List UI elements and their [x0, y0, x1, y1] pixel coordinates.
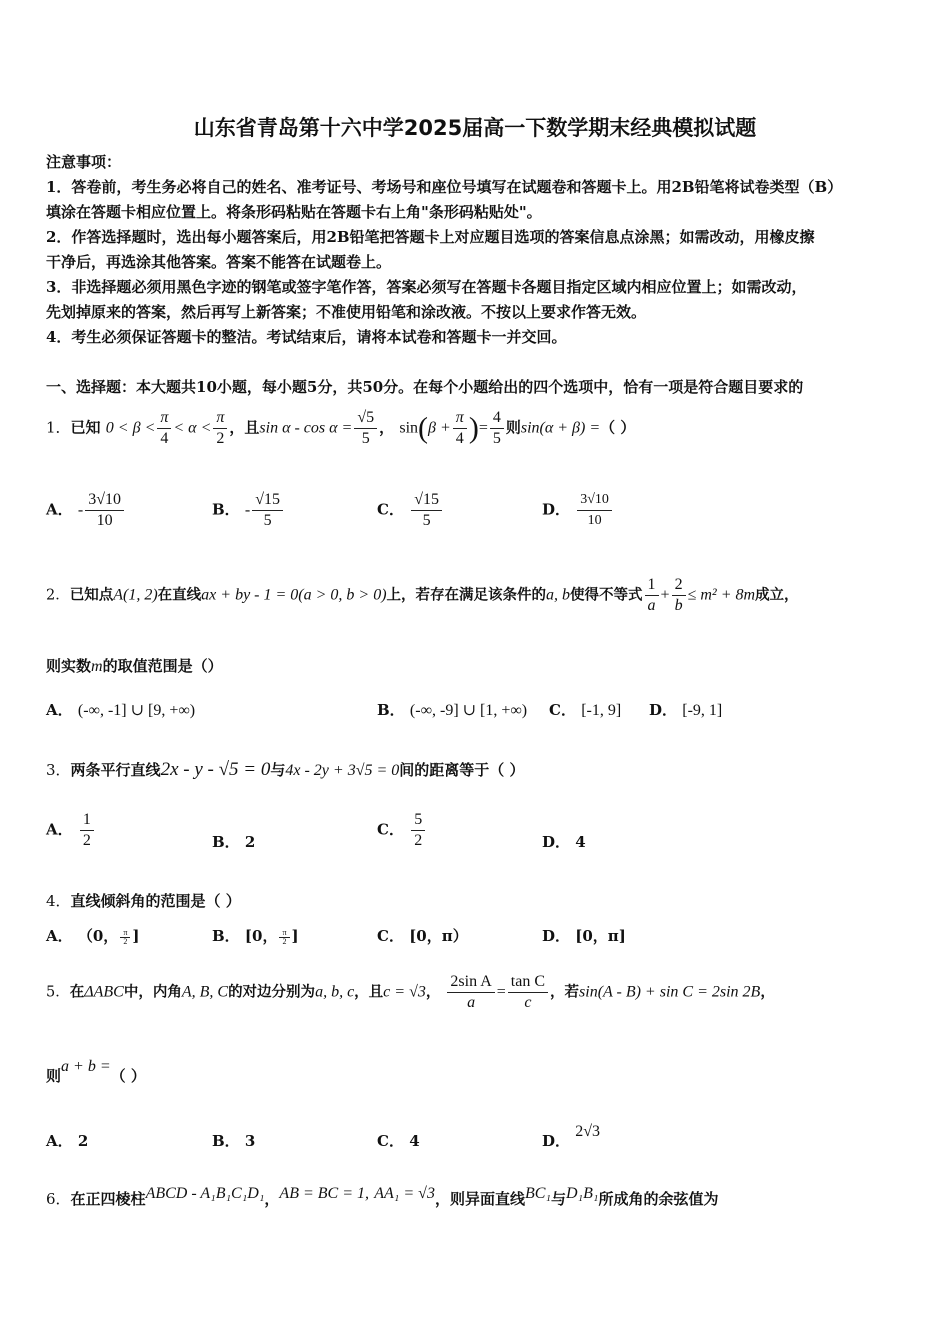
math: a, b	[546, 586, 571, 604]
math: sin α - cos α =	[259, 419, 353, 437]
question-1: 1．已知 0 < β < $\frac{\pi}{4}$ < α < $\frac{\pi}{2}$ ，且sin α - cos α = $\frac{√5}{5}$ ， sin(β + $\frac{\pi}{4}$ )= $\frac{4}{5}$ 则sin(α + β) =（ ）	[46, 409, 636, 447]
q-text: 与	[550, 1190, 566, 1208]
math: ABCD - A₁B₁C₁D₁	[145, 1185, 265, 1202]
q-text: 与	[270, 761, 286, 779]
math: A(1, 2)	[113, 586, 158, 604]
fraction: $\frac{\pi}{4}$	[157, 408, 171, 449]
question-number: 1．	[46, 418, 71, 437]
option-a[interactable]: A． (-∞, -1] ∪ [9, +∞)	[46, 701, 196, 719]
option-b[interactable]: B． [0， $\frac{\pi}{2}$ ]	[212, 927, 299, 946]
math: AB = BC = 1,	[279, 1185, 370, 1202]
q-text: 两条平行直线	[70, 761, 161, 779]
math: sin(A - B) + sin C = 2sin 2B	[579, 983, 761, 1001]
option-d[interactable]: D． [-9, 1]	[649, 701, 723, 719]
fraction: $\frac{4}{5}$	[490, 408, 504, 449]
notice-line: 干净后，再选涂其他答案。答案不能答在试题卷上。	[46, 253, 392, 271]
notice-line: 3．非选择题必须用黑色字迹的钢笔或签字笔作答，答案必须写在答题卡各题目指定区域内相应位置上；如需改动，	[46, 278, 807, 296]
section-heading: 一、选择题：本大题共10小题，每小题5分，共50分。在每个小题给出的四个选项中，恰有一项是符合题目要求的	[46, 378, 804, 396]
fraction: $\frac{\text{2sin A}}{a}$	[447, 972, 494, 1013]
option-b[interactable]: B． 3	[212, 1132, 256, 1150]
option-c[interactable]: C． 4	[377, 1132, 420, 1150]
fraction: $\frac{2}{b}$	[672, 575, 686, 616]
option-d[interactable]: D． 4	[542, 833, 586, 851]
option-c[interactable]: C． $\frac{√15}{5}$	[377, 490, 444, 531]
q-text: 所成角的余弦值为	[598, 1190, 719, 1208]
q-text: 在	[69, 983, 85, 1001]
option-d[interactable]: D． [0，π]	[542, 927, 626, 945]
notice-line: 2．作答选择题时，选出每小题答案后，用2B铅笔把答题卡上对应题目选项的答案信息点涂黑；如需改动，用橡皮擦	[46, 228, 815, 246]
notice-line: 先划掉原来的答案，然后再写上新答案；不准使用铅笔和涂改液。不按以上要求作答无效。	[46, 303, 647, 321]
option-a[interactable]: A． （0， $\frac{\pi}{2}$ ]	[46, 927, 140, 946]
math: a, b, c	[315, 983, 355, 1001]
math: 0 < β <	[105, 419, 156, 437]
page-title: 山东省青岛第十六中学2025届高一下数学期末经典模拟试题	[193, 116, 757, 140]
math: c = √3	[383, 983, 426, 1001]
fraction: $\frac{1}{a}$	[645, 575, 659, 616]
fraction: $\frac{\text{tan C}}{c}$	[508, 972, 548, 1013]
question-4	[46, 891, 241, 911]
math: 4x - 2y + 3√5 = 0	[285, 762, 400, 779]
math: m	[91, 658, 103, 675]
q-text: 已知	[70, 418, 101, 437]
q-text: 成立，	[755, 586, 799, 604]
math: ax + by - 1 = 0(a > 0, b > 0)	[201, 586, 387, 604]
option-c[interactable]: C． [-1, 9]	[549, 701, 622, 719]
option-c[interactable]: C． [0，π）	[377, 927, 468, 945]
q-text: ，	[425, 983, 441, 1001]
notice-line: 填涂在答题卡相应位置上。将条形码粘贴在答题卡右上角"条形码粘贴处"。	[46, 203, 542, 221]
notice-heading: 注意事项：	[46, 153, 122, 171]
math: AA₁ = √3	[374, 1185, 435, 1202]
question-number: 6．	[46, 1190, 71, 1208]
math: A, B, C	[181, 983, 229, 1001]
question-number: 5．	[46, 984, 70, 1001]
q-text: 中，内角	[123, 983, 182, 1001]
math: BC₁	[524, 1185, 551, 1202]
q-text: 的取值范围是（）	[102, 657, 223, 675]
fraction: $\frac{\pi}{2}$	[213, 408, 227, 449]
option-b[interactable]: B． 2	[212, 833, 256, 851]
q-text: 直线倾斜角的范围是（ ）	[70, 892, 241, 910]
q-text: 的对边分别为	[228, 983, 316, 1001]
q-text: ，	[379, 418, 395, 437]
q-text: （ ）	[600, 418, 636, 437]
q-text: 则	[46, 1067, 62, 1085]
fraction: $\frac{√5}{5}$	[354, 408, 377, 449]
question-2: 2．已知点A(1, 2)在直线ax + by - 1 = 0(a > 0, b > 0)上，若存在满足该条件的a, b使得不等式 $\frac{1}{a}$ + $\frac{2}{b}$ ≤ m² + 8m成立，	[46, 576, 799, 614]
math: < α <	[173, 419, 212, 437]
q-text: 则实数	[46, 657, 92, 675]
option-b[interactable]: B． (-∞, -9] ∪ [1, +∞)	[377, 701, 528, 719]
q-text: 在正四棱柱	[70, 1190, 146, 1208]
math: 2x - y - √5 = 0	[160, 759, 271, 780]
q-text: 间的距离等于（ ）	[399, 761, 525, 779]
option-c[interactable]: C． $\frac{5}{2}$	[377, 810, 427, 851]
option-a[interactable]: A． - $\frac{3√10}{10}$	[46, 490, 126, 531]
q-text: 已知点	[69, 586, 114, 604]
math: ΔABC	[84, 983, 124, 1001]
question-6	[46, 1185, 719, 1210]
fraction: $\frac{\pi}{4}$	[453, 408, 467, 449]
q-text: 在直线	[157, 586, 202, 604]
question-5: 5．在ΔABC中，内角A, B, C的对边分别为a, b, c，且c = √3， $\frac{\text{2sin A}}{a}$ = $\frac{\text{tan C}}{c}$ ，若sin(A - B) + sin C = 2sin 2B，	[46, 973, 775, 1011]
notice-line: 1．答卷前，考生务必将自己的姓名、准考证号、考场号和座位号填写在试题卷和答题卡上。用2B铅笔将试卷类型（B）	[46, 178, 843, 196]
question-number: 2．	[46, 587, 70, 604]
q-text: 则	[505, 418, 521, 437]
q-text: ，	[264, 1190, 280, 1208]
math: ≤ m² + 8m	[687, 586, 756, 604]
question-number: 3．	[46, 761, 71, 779]
q-text: 上，若存在满足该条件的	[386, 586, 547, 604]
q-text: ，则异面直线	[434, 1190, 525, 1208]
math: =	[478, 419, 488, 437]
math: a + b =	[61, 1058, 111, 1075]
question-5-cont	[46, 1058, 146, 1087]
option-b[interactable]: B． - $\frac{√15}{5}$	[212, 490, 285, 531]
notice-line: 4．考生必须保证答题卡的整洁。考试结束后，请将本试卷和答题卡一并交回。	[46, 328, 567, 346]
math: sin(α + β) =	[520, 419, 601, 437]
math: D₁B₁	[565, 1185, 599, 1202]
q-text: 使得不等式	[570, 586, 643, 604]
q-text: ，且	[354, 983, 384, 1001]
question-2-cont	[46, 656, 223, 677]
question-3	[46, 760, 525, 781]
q-text: ，且	[229, 418, 260, 437]
question-number: 4．	[46, 892, 71, 910]
math: β +	[428, 419, 451, 437]
option-d[interactable]: D． $\frac{3√10}{10}$	[542, 490, 614, 531]
q-text: ，	[760, 983, 775, 1001]
q-text: ，若	[550, 983, 580, 1001]
option-d[interactable]: D． 2√3	[542, 1123, 601, 1150]
q-text: （ ）	[110, 1067, 146, 1085]
option-a[interactable]: A． 2	[46, 1132, 89, 1150]
math: sin	[399, 419, 419, 437]
option-a[interactable]: A． $\frac{1}{2}$	[46, 810, 96, 851]
